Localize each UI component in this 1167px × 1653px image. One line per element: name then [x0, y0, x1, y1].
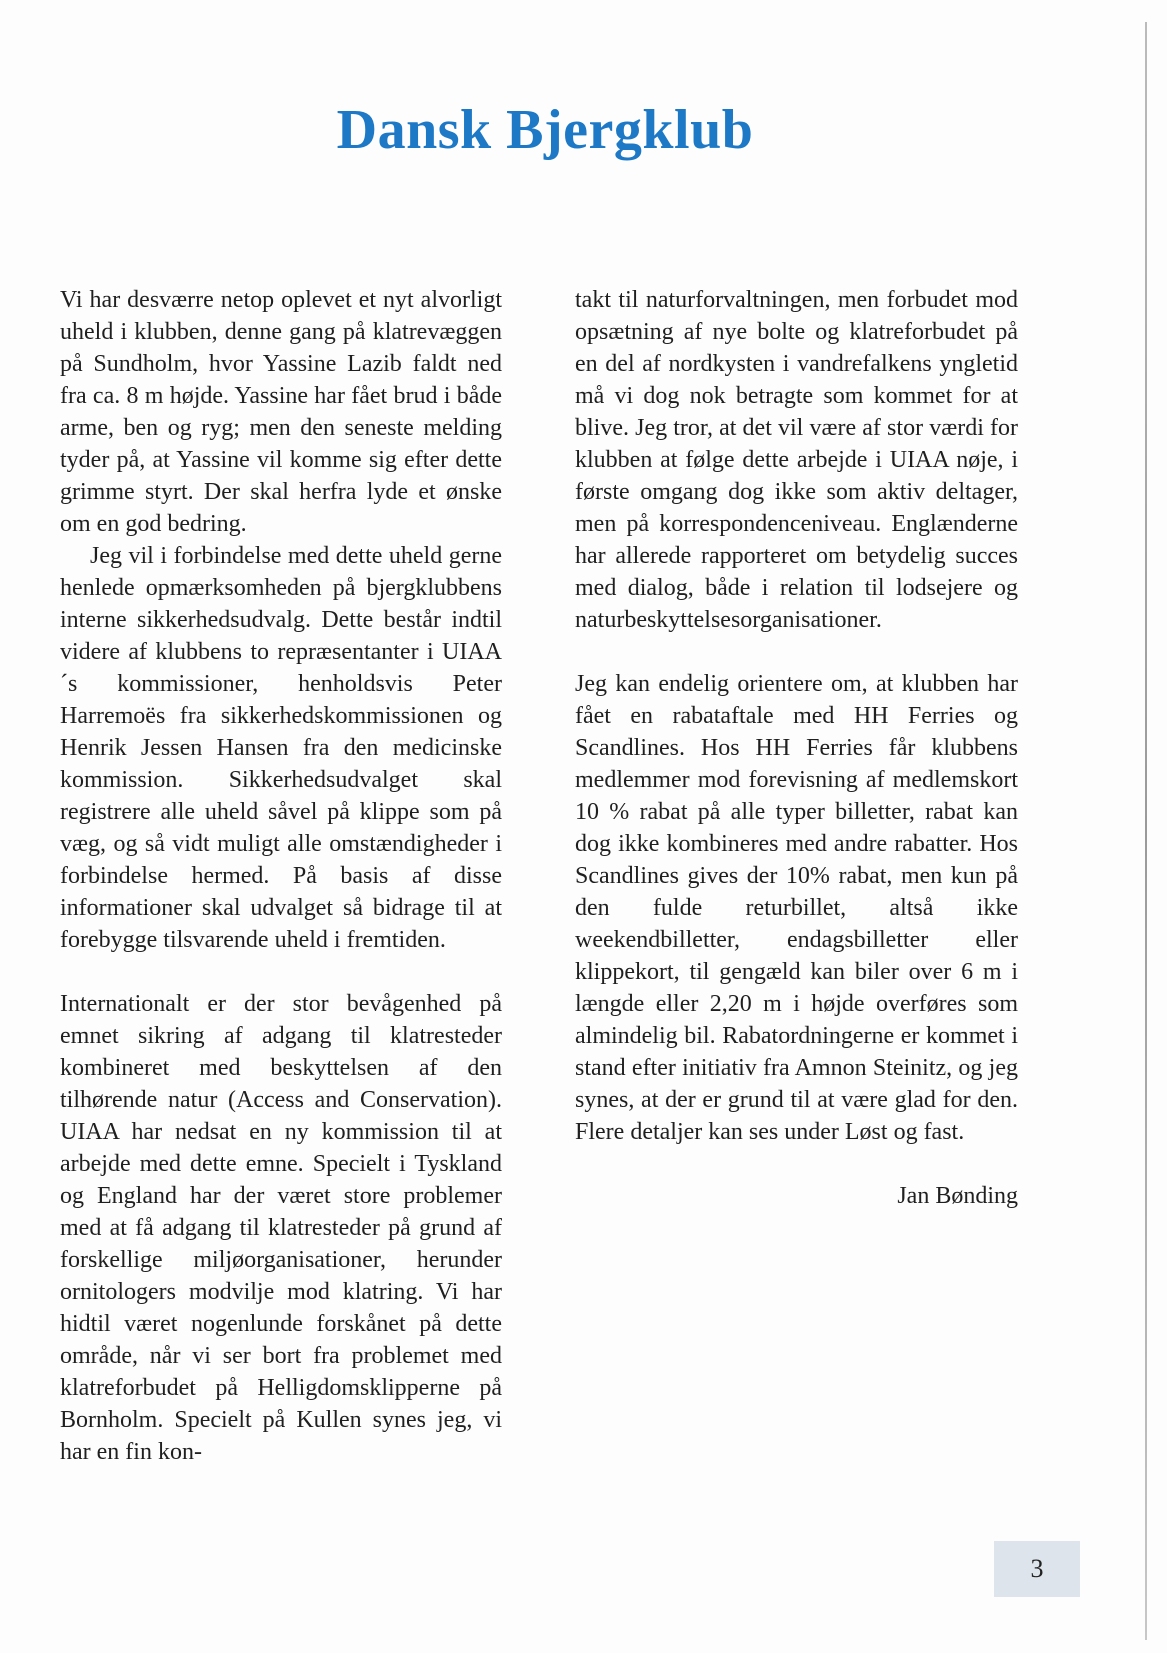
paragraph-access-continued: takt til naturforvaltningen, men forbudet mod opsætning af nye bolte og klatreforbudet på en del af nordkysten i vandrefalkens yngletid må vi dog nok betragte som kommet for at blive. Jeg tror, at det vil være af stor værdi for klubben at følge dette arbejde i UIAA nøje, i første omgang dog ikke som aktiv deltager, men på korrespondenceniveau. Englænderne har allerede rapporteret om betydelig succes med dialog, både i relation til lodsejere og naturbeskyttelsesorganisationer. [575, 287, 1018, 633]
author-signature: Jan Bønding [897, 1183, 1018, 1209]
page-number [994, 1541, 1080, 1597]
paragraph-accident: Vi har desværre netop oplevet et nyt alvorligt uheld i klubben, denne gang på klatrevæggen på Sundholm, hvor Yassine Lazib faldt ned fra ca. 8 m højde. Yassine har fået brud i både arme, ben og ryg; men den seneste melding tyder på, at Yassine vil komme sig efter dette grimme styrt. Der skal herfra lyde et ønske om en god bedring. [60, 287, 502, 537]
left-column [60, 284, 502, 1468]
paragraph-ferry-discount: Jeg kan endelig orientere om, at klubben har fået en rabataftale med HH Ferries og Scandlines. Hos HH Ferries får klubbens medlemmer mod forevisning af medlemskort 10 % rabat på alle typer billetter, rabat kan dog ikke kombineres med andre rabatter. Hos Scandlines gives der 10% rabat, men kun på den fulde returbillet, altså ikke weekendbilletter, endagsbilletter eller klippekort, til gengæld kan biler over 6 m i længde eller 2,20 m i højde overføres som almindelig bil. Rabatordningerne er kommet i stand efter initiativ fra Amnon Steinitz, og jeg synes, at der er grund til at være glad for den. Flere detaljer kan ses under Løst og fast. [575, 671, 1018, 1145]
page-title: Dansk Bjergklub [336, 99, 754, 161]
page-edge-line [1145, 22, 1147, 1640]
paragraph-access-conservation: Internationalt er der stor bevågenhed på emnet sikring af adgang til klatresteder kombineret med beskyttelsen af den tilhørende natur (Access and Conservation). UIAA har nedsat en ny kommission til at arbejde med dette emne. Specielt i Tyskland og England har der været store problemer med at få adgang til klatresteder på grund af forskellige miljøorganisationer, herunder ornitologers modvilje mod klatring. Vi har hidtil været nogenlunde forskånet på dette område, når vi ser bort fra problemet med klatreforbudet på Helligdomsklipperne på Bornholm. Specielt på Kullen synes jeg, vi har en fin kon- [60, 991, 502, 1465]
page-number-label: 3 [1030, 1554, 1044, 1583]
right-column [575, 284, 1018, 1212]
paragraph-safety-committee: Jeg vil i forbindelse med dette uheld gerne henlede opmærksomheden på bjergklubbens interne sikkerhedsudvalg. Dette består indtil videre af klubbens to repræsentanter i UIAA´s kommissioner, henholdsvis Peter Harremoës fra sikkerhedskommissionen og Henrik Jessen Hansen fra den medicinske kommission. Sikkerhedsudvalget skal registrere alle uheld såvel på klippe som på væg, og så vidt muligt alle omstændigheder i forbindelse hermed. På basis af disse informationer skal udvalget så bidrage til at forebygge tilsvarende uheld i fremtiden. [60, 543, 502, 953]
